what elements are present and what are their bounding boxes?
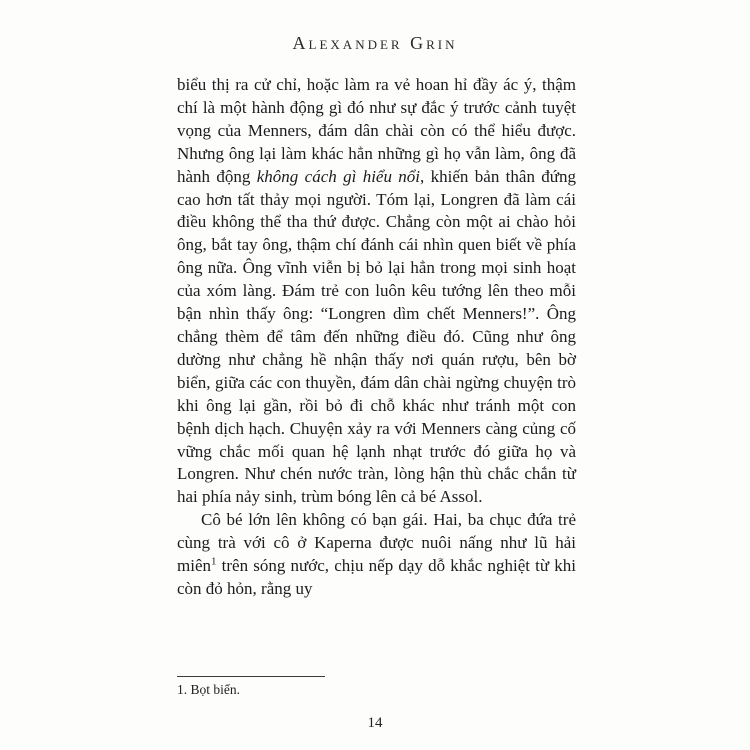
paragraph-1 <box>177 74 576 509</box>
paragraph-text: biểu thị ra cử chỉ, hoặc làm ra vẻ hoan hỉ đầy ác ý, thậm chí là một hành động gì đó như sự đắc ý trước cảnh tuyệt vọng của Menners, đám dân chài còn có thể hiểu được. Nhưng ông lại làm khác hẳn những gì họ vẫn làm, ông đã hành động <box>177 75 576 186</box>
paragraph-text: trên sóng nước, chịu nếp dạy dỗ khắc nghiệt từ khi còn đỏ hỏn, rằng uy <box>177 556 576 598</box>
paragraph-2 <box>177 509 576 601</box>
footnote-divider <box>177 676 325 677</box>
running-head: Alexander Grin <box>292 33 458 53</box>
footnote-reference: 1 <box>211 555 217 568</box>
footnote: 1. Bọt biển. <box>177 682 240 697</box>
italic-phrase: không cách gì hiểu nổi <box>256 166 421 186</box>
footnote-area <box>177 676 576 698</box>
paragraph-text: Cô bé lớn lên không có bạn gái. Hai, ba chục đứa trẻ cùng trà với cô ở Kaperna được nuôi nấng như lũ hải miên <box>177 510 576 576</box>
paragraph-text: , khiến bản thân đứng cao hơn tất thảy mọi người. Tóm lại, Longren đã làm cái điều không thể tha thứ được. Chẳng còn một ai chào hỏi ông, bắt tay ông, thậm chí đánh cái nhìn quen biết về phía ông nữa. Ông vĩnh viễn bị bỏ lại hẳn trong mọi sinh hoạt của xóm làng. Đám trẻ con luôn kêu tướng lên theo mỗi bận nhìn thấy ông: “Longren dìm chết Menners!”. Ông chẳng thèm để tâm đến những điều đó. Cũng như ông dường như chẳng hề nhận thấy nơi quán rượu, bên bờ biển, giữa các con thuyền, đám dân chài ngừng chuyện trò khi ông lại gần, rồi bỏ đi chỗ khác như tránh một con bệnh dịch hạch. Chuyện xảy ra với Menners càng củng cố vững chắc mối quan hệ lạnh nhạt trước đó giữa họ và Longren. Như chén nước tràn, lòng hận thù chắc chắn từ hai phía nảy sinh, trùm bóng lên cả bé Assol. <box>177 166 577 507</box>
page-body <box>177 74 576 601</box>
page-number: 14 <box>367 715 383 731</box>
